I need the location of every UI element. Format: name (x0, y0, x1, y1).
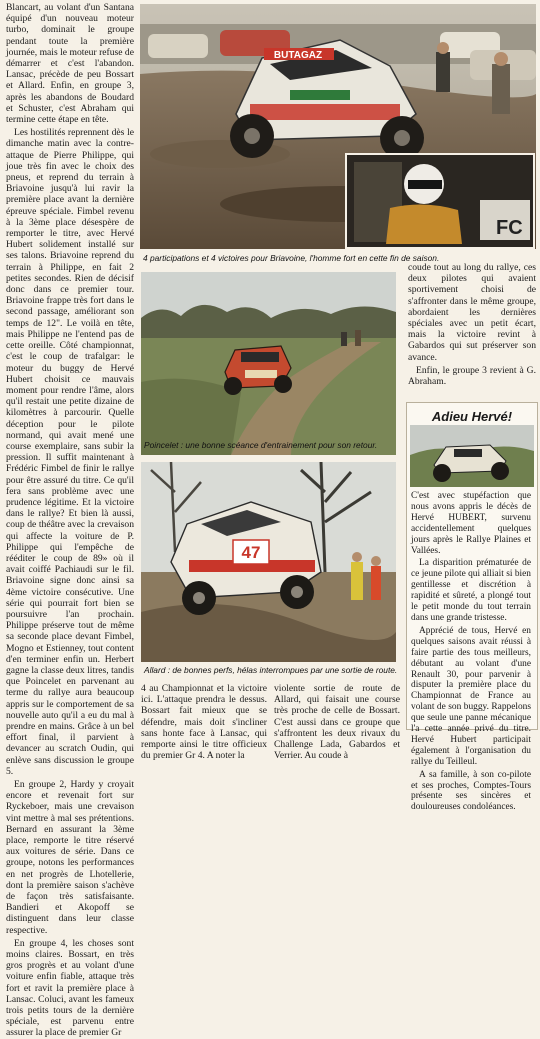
left-column (6, 2, 134, 1039)
door-number-text: 47 (241, 543, 261, 562)
caption-photo-2: Poincelet : une bonne scéance d'entrainement pour son retour. (144, 440, 378, 450)
tribute-sidebar (406, 402, 538, 813)
photo-hubert-graphic (410, 425, 534, 487)
tribute-paragraph: La disparition prématurée de ce jeune pilote qui alliait si bien gentillesse et discrétion à rapidité et sûreté, a plongé tout le petit monde du tout terrain dans une grande tristesse. (411, 558, 531, 623)
article-paragraph: 4 au Championnat et la victoire ici. L'attaque prendra le dessus. Bossart fait mieux que se défendre, mais doit s'incliner sans honte face à Lansac, qui remporte ainsi le titre officieux du premier Gr 4. A noter la (141, 683, 267, 762)
article-paragraph: Les hostilités reprennent dès le dimanche matin avec la contre-attaque de Pierre Philippe, qui joue très fin avec le choix des pneus, et reprend du terrain à Briavoine jusqu'à lui ravir la première place avant la dernière épreuve spéciale. Fimbel revenu à la 3ème place désespère de remporter le titre, avec Hervé Hubert solidement installé sur ses talons. Briavoine reprend du terrain à Philippe, en fait 2 petites secondes. Rien de décisif donc dans ce premier tour. Briavoine frappe très fort dans le second passage, améliorant son temps de 12". Le voilà en tête, mais Philippe ne l'entend pas de cette oreille. Côté championnat, c'est le coup de trafalgar: le moteur du buggy de Hervé Hubert choisit ce mauvais moment pour rendre l'âme, alors qu'il restait une petite dizaine de kilomètres à parcourir. Quelle déception pour le pilote normand, qui avait mené une course exemplaire, sans subir la pression. Il suffit maintenant à Frédéric Fimbel de finir le rallye pour être assuré du titre. Ce qu'il fera sans problème avec une prudence légitime. Et la victoire dans le rallye? Et bien là aussi, coup de théâtre avec la crevaison qui affecte la voiture de P. Philippe qui l'empêche de rééditer le coup de 89» où il avait coiffé Pachiaudi sur le fil. Briavoine signe donc ainsi sa 4ème victoire consécutive. Une série qui pourrait fort bien se poursuivre l'an prochain. Philippe préserve tout de même sa seconde place devant Fimbel, Mogno et Estienney, tout content d'en terminer enfin un. Herbert gagne la classe deux litres, tandis que Poincelet en parvenant au terme du rallye aura beaucoup appris sur le comportement de sa nouvelle auto qu'il a eu du mal à prendre en mains. Grâce à un bel effort final, il parvient à devancer au scratch Oudin, qui enlève sans discussion le groupe 5. (6, 127, 134, 777)
tribute-text (411, 491, 531, 815)
sponsor-banner-text: BUTAGAZ (273, 50, 323, 61)
caption-photo-3: Allard : de bonnes perfs, hélas interrompues par une sortie de route. (144, 665, 398, 675)
article-paragraph: violente sortie de route de Allard, qui faisait une course très proche de celle de Bossart. C'est aussi dans ce groupe que s'affrontent les deux rivaux du Challenge Lada, Gabardos et Verrier. Au coude à (274, 683, 400, 762)
bottom-column-right (274, 683, 400, 763)
plate-mark-text: FC (496, 217, 523, 239)
article-paragraph: En groupe 2, Hardy y croyait encore et revenait fort sur Ryckeboer, mais une crevaison vint mettre à mal ses prétentions. Bernard en assurant la 3ème place, remporte le titre réservé aux voitures de série. Dans ce groupe, notons les performances en net progrès de Lhotellerie, dont la première saison s'achève de façon très satisfaisante. Bandieri et Akopoff se distinguent dans leur classe respective. (6, 779, 134, 936)
article-paragraph: coude tout au long du rallye, ces deux pilotes qui avaient sportivement choisi de s'affronter dans le même groupe, abordaient les dernières spéciales avec un petit écart, mais la victoire revint à Gabardos qui sut préserver son avance. (408, 262, 536, 363)
photo-allard (141, 462, 396, 662)
photo-briavoine-buggy (140, 4, 536, 249)
tribute-paragraph: Apprécié de tous, Hervé en quelques saisons avait réussi à faire partie des tous meilleurs, débutant au volant d'une Renault 30, pour parvenir à disputer la première place du Championnat de France au volant de son buggy. Rappelons que seule une panne mécanique l'a cette année privé du titre. Hervé Hubert participait également à l'organisation du rallye du Teilleul. (411, 625, 531, 767)
article-paragraph: Blancart, au volant d'un Santana équipé d'un nouveau moteur turbo, dominait le groupe pendant toute la première journée, mais le moteur refuse de démarrer et c'est l'abandon. Lansac, précède de peu Bossart et Allard. Enfin, en groupe 3, après les abandons de Boudard et Schuster, c'est Abraham qui termine cette étape en tête. (6, 2, 134, 126)
photo-poincelet (141, 272, 396, 455)
tribute-paragraph: A sa famille, à son co-pilote et ses proches, Comptes-Tours présente ses sincères et douloureuses condoléances. (411, 769, 531, 813)
bottom-column-mid (141, 683, 267, 763)
caption-photo-1: 4 participations et 4 victoires pour Briavoine, l'homme fort en cette fin de saison. (143, 253, 440, 263)
tribute-title: Adieu Hervé! (431, 409, 513, 424)
article-paragraph: Enfin, le groupe 3 revient à G. Abraham. (408, 364, 536, 388)
article-paragraph: En groupe 4, les choses sont moins claires. Bossart, en très gros progrès et au volant d'une voiture enfin fiable, attaque très fort et ravit la première place à Lansac. Coluci, avant les fameux trois petits tours de la dernière spéciale, est parvenu entre assurer la place de premier Gr (6, 937, 134, 1039)
photo-hubert-buggy (410, 425, 534, 487)
right-text-top (408, 262, 536, 389)
tribute-paragraph: C'est avec stupéfaction que nous avons appris le décès de Hervé HUBERT, survenu accidentellement quelques jours après le Rallye Plaines et Vallées. (411, 491, 531, 556)
photo-poincelet-graphic (141, 272, 396, 455)
photo-allard-graphic (141, 462, 396, 662)
photo-briavoine-graphic (140, 4, 536, 249)
